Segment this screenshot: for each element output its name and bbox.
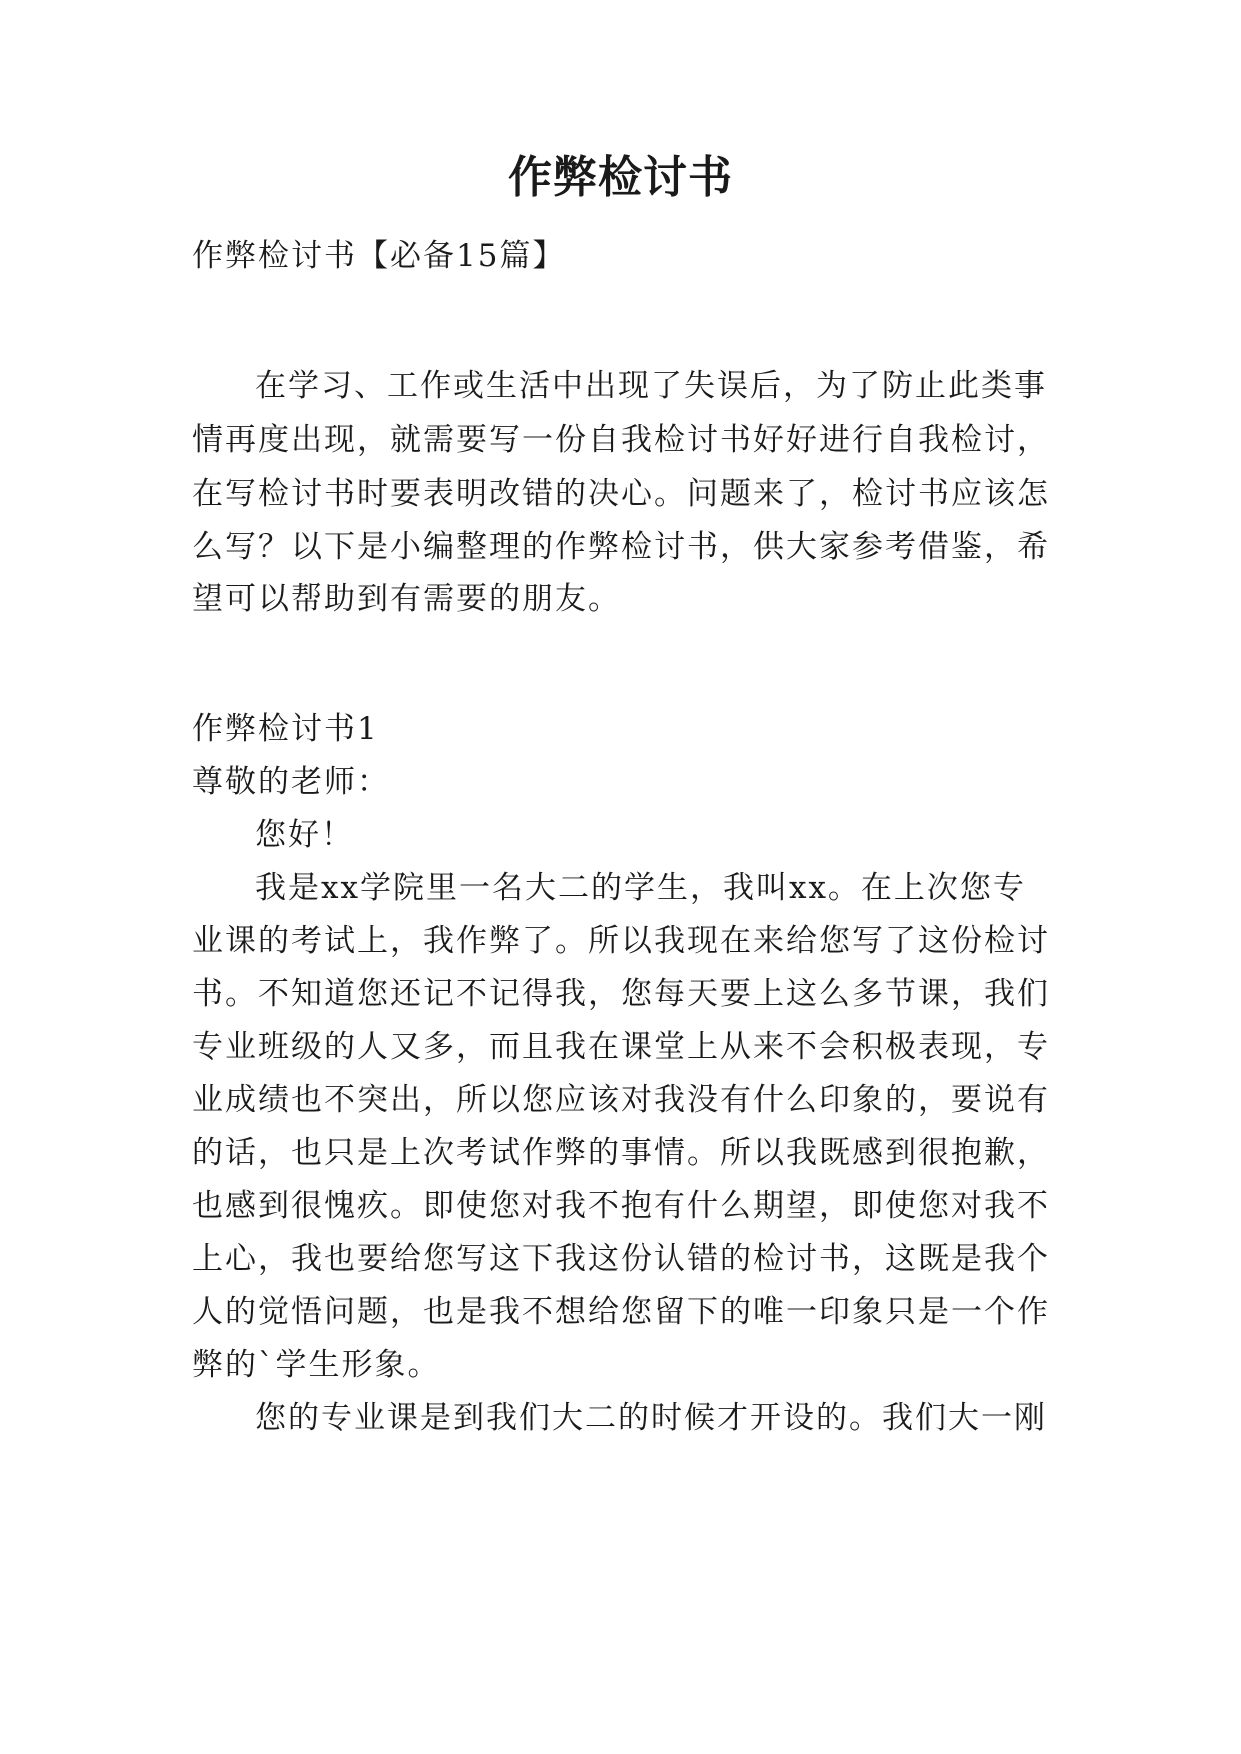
- document-subtitle: 作弊检讨书【必备15篇】: [192, 238, 566, 274]
- greeting: 您好！: [255, 817, 354, 853]
- salutation: 尊敬的老师：: [192, 764, 390, 800]
- body-line: 书。不知道您还记不记得我，您每天要上这么多节课，我们: [192, 976, 1050, 1012]
- document-title: 作弊检讨书: [508, 152, 733, 203]
- section-heading: 作弊检讨书1: [192, 711, 379, 747]
- body-line: 业成绩也不突出，所以您应该对我没有什么印象的，要说有: [192, 1082, 1050, 1118]
- intro-line: 么写？以下是小编整理的作弊检讨书，供大家参考借鉴，希: [192, 529, 1050, 565]
- intro-line: 望可以帮助到有需要的朋友。: [192, 581, 621, 617]
- body-line: 您的专业课是到我们大二的时候才开设的。我们大一刚: [255, 1400, 1047, 1436]
- body-line: 业课的考试上，我作弊了。所以我现在来给您写了这份检讨: [192, 923, 1050, 959]
- body-line: 专业班级的人又多，而且我在课堂上从来不会积极表现，专: [192, 1029, 1050, 1065]
- body-line: 也感到很愧疚。即使您对我不抱有什么期望，即使您对我不: [192, 1188, 1050, 1224]
- body-line: 上心，我也要给您写这下我这份认错的检讨书，这既是我个: [192, 1241, 1050, 1277]
- body-line: 人的觉悟问题，也是我不想给您留下的唯一印象只是一个作: [192, 1294, 1050, 1330]
- body-line: 的话，也只是上次考试作弊的事情。所以我既感到很抱歉，: [192, 1135, 1050, 1171]
- intro-line: 在写检讨书时要表明改错的决心。问题来了，检讨书应该怎: [192, 476, 1050, 512]
- intro-line: 情再度出现，就需要写一份自我检讨书好好进行自我检讨，: [192, 422, 1050, 458]
- intro-line: 在学习、工作或生活中出现了失误后，为了防止此类事: [255, 368, 1047, 404]
- body-line: 弊的`学生形象。: [192, 1347, 441, 1383]
- body-line: 我是xx学院里一名大二的学生，我叫xx。在上次您专: [255, 870, 1026, 906]
